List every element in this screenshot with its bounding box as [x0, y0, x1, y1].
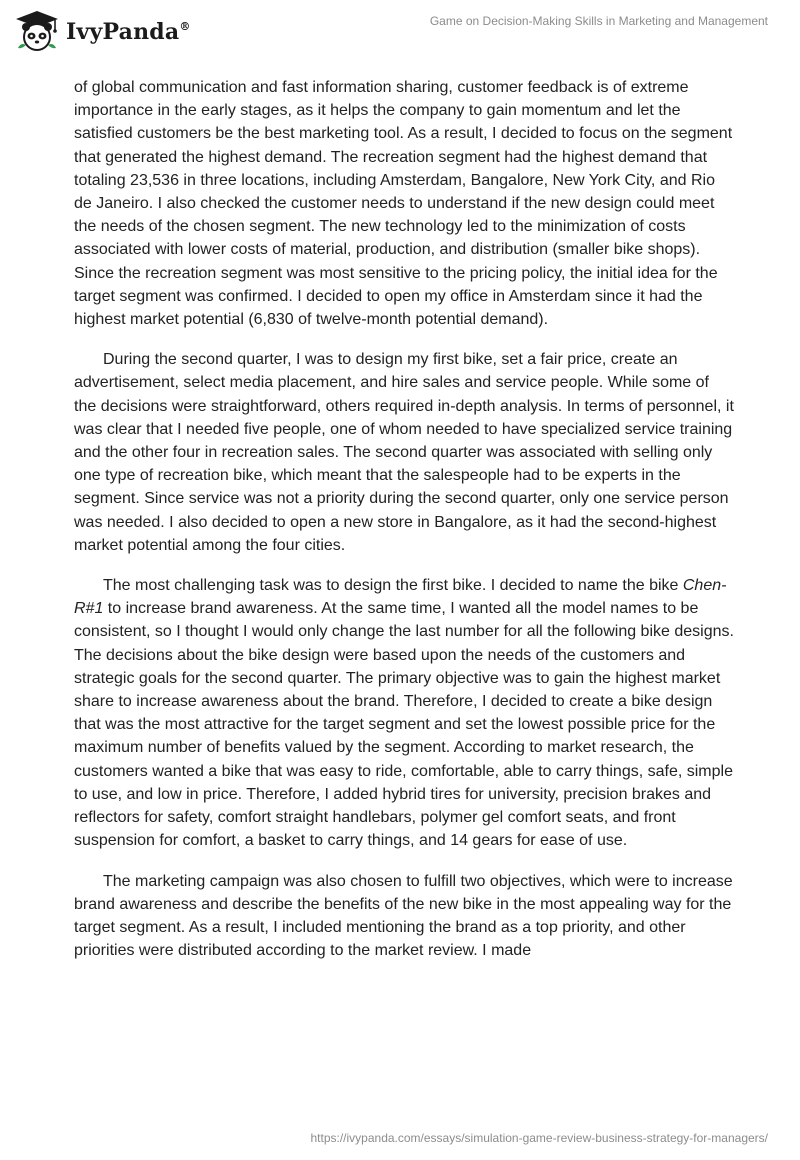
paragraph-1: of global communication and fast information sharing, customer feedback is of extreme importance in the early stages, as it helps the company to gain momentum and let the satisfied customers be the best marketing tool. As a result, I decided to focus on the segment that generated the highest demand. The recreation segment had the highest demand that totaling 23,536 in three locations, including Amsterdam, Bangalore, New York City, and Rio de Janeiro. I also checked the customer needs to understand if the new design could meet the needs of the chosen segment. The new technology led to the minimization of costs associated with lower costs of material, production, and distribution (smaller bike shops). Since the recreation segment was most sensitive to the pricing policy, the initial idea for the target segment was confirmed. I decided to open my office in Amsterdam since it had the highest market potential (6,830 of twelve-month potential demand).	[74, 79, 733, 329]
ivypanda-logo[interactable]	[14, 8, 191, 54]
brand-name-text: IvyPanda	[66, 19, 180, 45]
page-header	[0, 0, 800, 62]
panda-graduate-icon	[14, 8, 60, 54]
brand-name	[66, 19, 191, 45]
source-url[interactable]: https://ivypanda.com/essays/simulation-game-review-business-strategy-for-managers/	[310, 1131, 768, 1145]
document-title: Game on Decision-Making Skills in Marketing and Management	[429, 14, 768, 28]
registered-mark: ®	[179, 20, 191, 33]
paragraph-4: The marketing campaign was also chosen to fulfill two objectives, which were to increase brand awareness and describe the benefits of the new bike in the most appealing way for the target segment. As a result, I included mentioning the brand as a top priority, and other priorities were distributed according to the market review. I made	[74, 872, 733, 960]
paragraph-3-before: The most challenging task was to design the first bike. I decided to name the bike	[103, 577, 683, 595]
paragraph-2: During the second quarter, I was to design my first bike, set a fair price, create an advertisement, select media placement, and hire sales and service people. While some of the decisions were straightforward, others required in-depth analysis. In terms of personnel, it was clear that I needed five people, one of whom needed to have specialized service training and the other four in recreation sales. The second quarter was associated with selling only one type of recreation bike, which meant that the salespeople had to be experts in the segment. Since service was not a priority during the second quarter, only one service person was needed. I also decided to open a new store in Bangalore, as it had the second-highest market potential among the four cities.	[74, 351, 734, 554]
bike-model-name: Chen-R#1	[74, 577, 727, 618]
paragraph-3-after: to increase brand awareness. At the same time, I wanted all the model names to be consistent, so I thought I would only change the last number for all the following bike designs. The decisions about the bike design were based upon the needs of the customers and strategic goals for the second quarter. The primary objective was to gain the highest market share to increase awareness about the brand. Therefore, I decided to create a bike design that was the most attractive for the target segment and set the lowest possible price for the maximum number of benefits valued by the segment. According to market research, the customers wanted a bike that was easy to ride, comfortable, able to carry things, safe, simple to use, and low in price. Therefore, I added hybrid tires for university, precision brakes and reflectors for safety, comfort straight handlebars, polymer gel comfort seats, and front suspension for comfort, a basket to carry things, and 14 gears for ease of use.	[74, 600, 734, 850]
paragraph-3	[74, 574, 734, 852]
essay-body	[74, 76, 734, 979]
